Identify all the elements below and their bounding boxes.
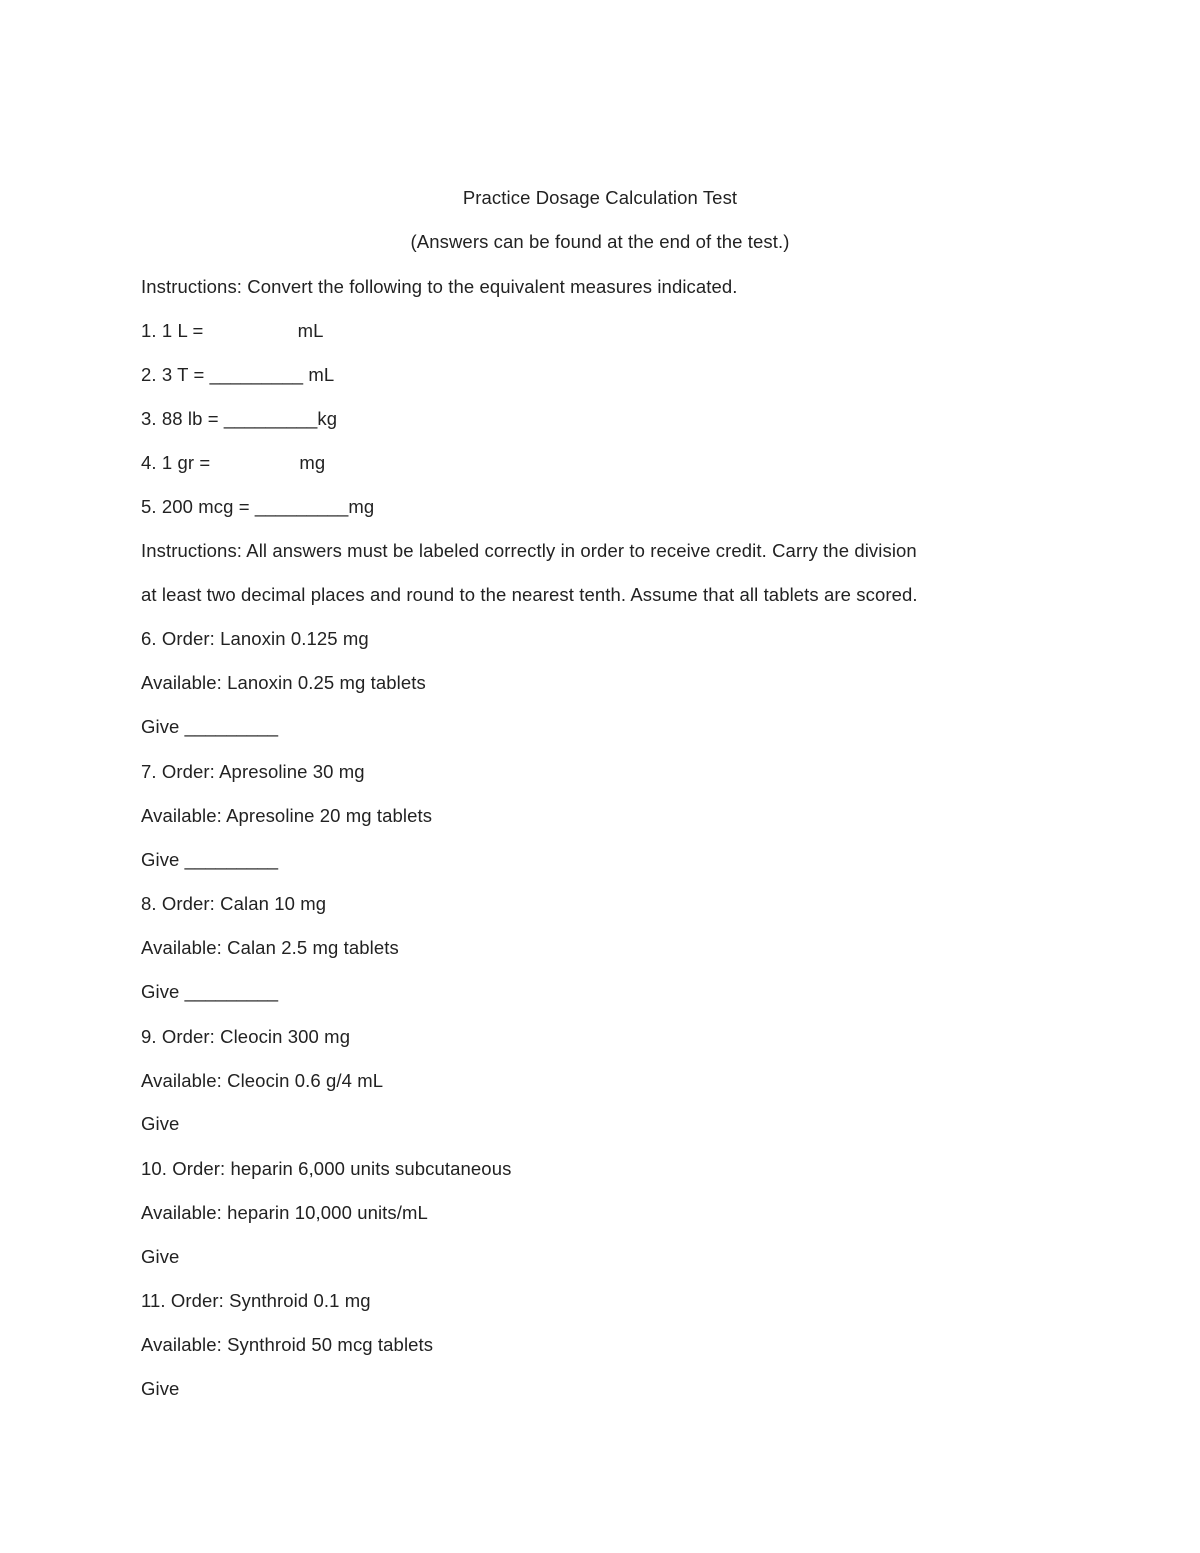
problem-10-give: Give xyxy=(141,1246,180,1267)
problem-6-available: Available: Lanoxin 0.25 mg tablets xyxy=(141,672,426,693)
problem-6-give: Give _________ xyxy=(141,716,279,737)
problem-11-give: Give xyxy=(141,1378,180,1399)
problem-11-available: Available: Synthroid 50 mcg tablets xyxy=(141,1334,434,1355)
problem-8-available: Available: Calan 2.5 mg tablets xyxy=(141,937,399,958)
page-title: Practice Dosage Calculation Test xyxy=(462,187,738,208)
conversion-question-4: 4. 1 gr = mg xyxy=(141,452,326,473)
problem-11-order: 11. Order: Synthroid 0.1 mg xyxy=(141,1290,371,1311)
problem-7-available: Available: Apresoline 20 mg tablets xyxy=(141,805,433,826)
conversion-question-5: 5. 200 mcg = _________mg xyxy=(141,496,375,517)
problem-9-give: Give xyxy=(141,1113,180,1134)
conversion-question-3: 3. 88 lb = _________kg xyxy=(141,408,338,429)
calculation-instructions-line-2: at least two decimal places and round to the nearest tenth. Assume that all tablets are scored. xyxy=(141,584,918,605)
page-subtitle: (Answers can be found at the end of the test.) xyxy=(410,231,790,252)
calculation-instructions-line-1: Instructions: All answers must be labeled correctly in order to receive credit. Carry the division xyxy=(141,540,917,561)
problem-10-order: 10. Order: heparin 6,000 units subcutaneous xyxy=(141,1158,512,1179)
problem-7-order: 7. Order: Apresoline 30 mg xyxy=(141,761,365,782)
problem-7-give: Give _________ xyxy=(141,849,279,870)
problem-6-order: 6. Order: Lanoxin 0.125 mg xyxy=(141,628,369,649)
problem-9-order: 9. Order: Cleocin 300 mg xyxy=(141,1026,351,1047)
problem-8-give: Give _________ xyxy=(141,981,279,1002)
conversion-instructions: Instructions: Convert the following to the equivalent measures indicated. xyxy=(141,276,738,297)
conversion-question-2: 2. 3 T = _________ mL xyxy=(141,364,335,385)
conversion-question-1: 1. 1 L = mL xyxy=(141,320,324,341)
problem-8-order: 8. Order: Calan 10 mg xyxy=(141,893,327,914)
problem-9-available: Available: Cleocin 0.6 g/4 mL xyxy=(141,1070,384,1091)
problem-10-available: Available: heparin 10,000 units/mL xyxy=(141,1202,428,1223)
